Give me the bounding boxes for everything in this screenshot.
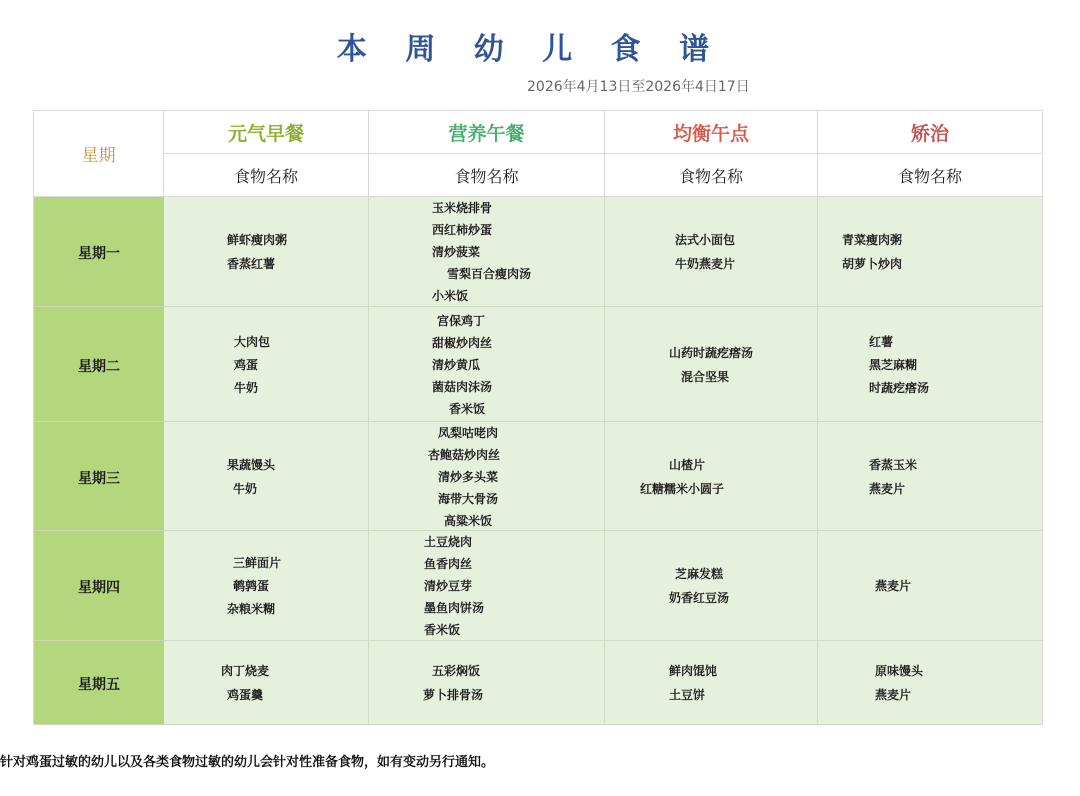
lunch-food-item: 墨鱼肉饼汤 <box>424 601 485 615</box>
correction-food-item: 红薯 <box>869 334 894 349</box>
snack-food-item: 牛奶燕麦片 <box>675 257 736 271</box>
lunch-food-item: 宫保鸡丁 <box>437 313 486 328</box>
correction-food-item: 黑芝麻糊 <box>869 357 918 372</box>
snack-cell <box>605 641 818 725</box>
weekday-header: 星期 <box>81 146 116 166</box>
lunch-food-item: 清炒多头菜 <box>438 470 499 484</box>
correction-cell <box>818 197 1042 307</box>
snack-cell <box>605 422 818 531</box>
subheader-lunch: 食物名称 <box>454 166 519 186</box>
subheader-correction-cell <box>818 154 1042 197</box>
correction-cell <box>818 531 1042 641</box>
breakfast-food-item: 果蔬馒头 <box>227 457 276 472</box>
snack-food-item: 山楂片 <box>669 457 706 472</box>
snack-food-item: 芝麻发糕 <box>675 567 724 581</box>
meal-header-lunch: 营养午餐 <box>448 122 525 145</box>
lunch-cell <box>369 422 605 531</box>
weekday-cell <box>34 641 164 725</box>
lunch-cell <box>369 641 605 725</box>
lunch-food-item: 小米饭 <box>432 289 469 303</box>
correction-cell <box>818 307 1042 422</box>
weekday-label: 星期三 <box>78 470 120 487</box>
meal-header-correction-cell <box>818 111 1042 154</box>
lunch-food-item: 西红柿炒蛋 <box>432 223 493 237</box>
breakfast-food-item: 鹌鹑蛋 <box>233 579 270 593</box>
correction-food-item: 时蔬疙瘩汤 <box>869 380 930 395</box>
meal-header-snack: 均衡午点 <box>672 122 749 145</box>
snack-food-item: 奶香红豆汤 <box>669 591 730 605</box>
subheader-lunch-cell <box>369 154 605 197</box>
breakfast-food-item: 鲜虾瘦肉粥 <box>227 233 288 247</box>
correction-food-item: 燕麦片 <box>875 688 912 702</box>
meal-header-snack-cell <box>605 111 818 154</box>
meal-header-breakfast-cell <box>164 111 369 154</box>
snack-food-item: 红糖糯米小圆子 <box>640 481 725 496</box>
lunch-food-item: 凤梨咕咾肉 <box>438 426 499 440</box>
lunch-food-item: 清炒黄瓜 <box>432 357 481 372</box>
lunch-food-item: 杏鲍菇炒肉丝 <box>428 448 501 462</box>
snack-food-item: 山药时蔬疙瘩汤 <box>669 345 754 360</box>
snack-food-item: 鲜肉馄饨 <box>669 664 718 678</box>
snack-cell <box>605 307 818 422</box>
weekday-cell <box>34 531 164 641</box>
meal-header-breakfast: 元气早餐 <box>227 122 304 145</box>
correction-food-item: 燕麦片 <box>875 579 912 593</box>
meal-header-correction: 矫治 <box>910 122 949 145</box>
weekday-label: 星期四 <box>78 580 120 596</box>
breakfast-cell <box>164 531 369 641</box>
breakfast-food-item: 三鲜面片 <box>233 556 282 570</box>
allergy-footnote: 针对鸡蛋过敏的幼儿以及各类食物过敏的幼儿会针对性准备食物，如有变动另行通知。 <box>0 755 495 770</box>
snack-cell <box>605 531 818 641</box>
correction-food-item: 青菜瘦肉粥 <box>842 233 903 247</box>
lunch-food-item: 雪梨百合瘦肉汤 <box>447 267 532 281</box>
weekday-header-cell <box>34 111 164 197</box>
lunch-food-item: 香米饭 <box>424 623 461 637</box>
lunch-food-item: 萝卜排骨汤 <box>423 688 484 702</box>
lunch-food-item: 香米饭 <box>449 401 486 416</box>
subheader-breakfast: 食物名称 <box>233 166 298 186</box>
lunch-food-item: 高粱米饭 <box>444 514 493 528</box>
correction-cell <box>818 641 1042 725</box>
snack-cell <box>605 197 818 307</box>
breakfast-cell <box>164 307 369 422</box>
subheader-snack-cell <box>605 154 818 197</box>
snack-food-item: 土豆饼 <box>669 688 706 702</box>
weekday-cell <box>34 307 164 422</box>
correction-cell <box>818 422 1042 531</box>
correction-food-item: 香蒸玉米 <box>869 457 918 472</box>
subheader-correction: 食物名称 <box>897 166 962 186</box>
correction-food-item: 原味馒头 <box>875 664 924 678</box>
lunch-food-item: 土豆烧肉 <box>424 535 473 549</box>
subheader-breakfast-cell <box>164 154 369 197</box>
lunch-food-item: 玉米烧排骨 <box>432 201 493 215</box>
correction-food-item: 燕麦片 <box>869 481 906 496</box>
lunch-cell <box>369 531 605 641</box>
breakfast-food-item: 牛奶 <box>234 380 259 395</box>
breakfast-food-item: 杂粮米糊 <box>227 602 276 616</box>
correction-food-item: 胡萝卜炒肉 <box>842 257 903 271</box>
lunch-food-item: 鱼香肉丝 <box>424 557 473 571</box>
breakfast-food-item: 牛奶 <box>233 481 258 496</box>
breakfast-cell <box>164 641 369 725</box>
breakfast-food-item: 大肉包 <box>234 334 271 349</box>
breakfast-food-item: 鸡蛋 <box>234 357 259 372</box>
lunch-food-item: 五彩焖饭 <box>432 664 481 678</box>
subheader-snack: 食物名称 <box>678 166 743 186</box>
lunch-food-item: 菌菇肉沫汤 <box>432 379 493 394</box>
breakfast-food-item: 香蒸红薯 <box>227 257 276 271</box>
date-range: 2026年4月13日至2026年4日17日 <box>527 79 750 95</box>
lunch-food-item: 清炒菠菜 <box>432 245 481 259</box>
breakfast-cell <box>164 422 369 531</box>
lunch-cell <box>369 307 605 422</box>
weekday-cell <box>34 197 164 307</box>
weekday-label: 星期五 <box>78 677 120 693</box>
weekday-label: 星期二 <box>78 358 120 375</box>
meal-header-lunch-cell <box>369 111 605 154</box>
lunch-food-item: 清炒豆芽 <box>424 579 473 593</box>
snack-food-item: 混合坚果 <box>681 369 730 384</box>
page-title: 本 周 幼 儿 食 谱 <box>336 32 724 67</box>
weekday-label: 星期一 <box>78 246 120 262</box>
snack-food-item: 法式小面包 <box>675 233 736 247</box>
menu-table <box>33 110 1043 725</box>
weekday-cell <box>34 422 164 531</box>
lunch-food-item: 甜椒炒肉丝 <box>432 335 493 350</box>
breakfast-food-item: 肉丁烧麦 <box>221 664 270 678</box>
breakfast-food-item: 鸡蛋羹 <box>227 688 264 702</box>
lunch-cell <box>369 197 605 307</box>
lunch-food-item: 海带大骨汤 <box>438 492 499 506</box>
breakfast-cell <box>164 197 369 307</box>
